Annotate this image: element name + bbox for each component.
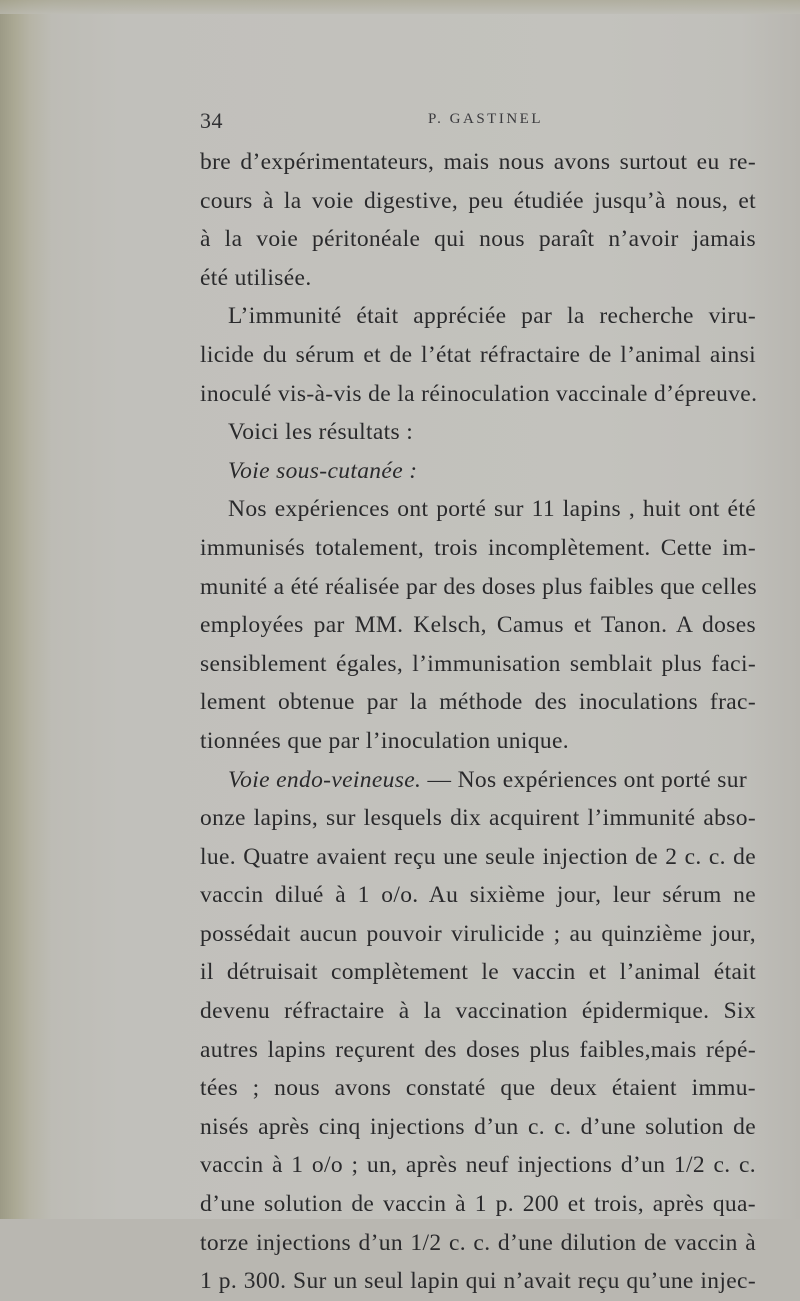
text-line: immunisés totalement, trois incomplètement. Cette im- bbox=[200, 534, 756, 561]
text-line: sensiblement égales, l’immunisation semblait plus faci- bbox=[200, 650, 756, 677]
text-line: cours à la voie digestive, peu étudiée jusqu’à nous, et bbox=[200, 187, 756, 214]
text-line: tionnées que par l’inoculation unique. bbox=[200, 727, 569, 754]
text-line: été utilisée. bbox=[200, 264, 312, 291]
text-line: il détruisait complètement le vaccin et l’animal était bbox=[200, 959, 756, 986]
text-line: munité a été réalisée par des doses plus faibles que celles bbox=[200, 573, 758, 600]
text-line: lue. Quatre avaient reçu une seule injection de 2 c. c. de bbox=[200, 843, 756, 870]
page-number: 34 bbox=[200, 108, 223, 133]
text-line: vaccin dilué à 1 o/o. Au sixième jour, leur sérum ne bbox=[200, 882, 756, 909]
section-heading-subcutaneous: Voie sous-cutanée : bbox=[228, 457, 418, 484]
text-line: Nos expériences ont porté sur 11 lapins , huit ont été bbox=[228, 496, 756, 523]
text-line: devenu réfractaire à la vaccination épidermique. Six bbox=[200, 998, 756, 1025]
text-line: onze lapins, sur lesquels dix acquirent l’immunité abso- bbox=[200, 805, 756, 832]
text-line-intravenous bbox=[200, 761, 756, 800]
text-line: vaccin à 1 o/o ; un, après neuf injections d’un 1/2 c. c. bbox=[200, 1152, 756, 1179]
text-line: bre d’expérimentateurs, mais nous avons surtout eu re- bbox=[200, 149, 756, 175]
text-line: nisés après cinq injections d’un c. c. d’une solution de bbox=[200, 1113, 756, 1140]
running-head bbox=[200, 108, 760, 138]
section-heading-intravenous: Voie endo-veineuse. bbox=[228, 766, 422, 793]
text-line: L’immunité était appréciée par la recherche viru- bbox=[228, 303, 756, 330]
page-top-edge bbox=[0, 0, 800, 14]
text-line: autres lapins reçurent des doses plus faibles,mais répé- bbox=[200, 1036, 756, 1063]
text-line: employées par MM. Kelsch, Camus et Tanon. A doses bbox=[200, 612, 756, 639]
text-line: à la voie péritonéale qui nous paraît n’avoir jamais bbox=[200, 226, 756, 253]
text-line: inoculé vis-à-vis de la réinoculation vaccinale d’épreuve. bbox=[200, 380, 758, 407]
body-text bbox=[200, 143, 756, 1301]
text-line: licide du sérum et de l’état réfractaire de l’animal ainsi bbox=[200, 341, 756, 368]
text-line: possédait aucun pouvoir virulicide ; au quinzième jour, bbox=[200, 920, 756, 947]
text-line: lement obtenue par la méthode des inoculations frac- bbox=[200, 689, 756, 716]
text-line: tées ; nous avons constaté que deux étaient immu- bbox=[200, 1075, 756, 1102]
text-line: Voici les résultats : bbox=[228, 419, 414, 446]
text-line: d’une solution de vaccin à 1 p. 200 et trois, après qua- bbox=[200, 1191, 756, 1218]
running-title: P. GASTINEL bbox=[428, 111, 544, 127]
text-line: torze injections d’un 1/2 c. c. d’une dilution de vaccin à bbox=[200, 1229, 756, 1256]
text-run: — Nos expériences ont porté sur bbox=[421, 766, 748, 793]
text-line: 1 p. 300. Sur un seul lapin qui n’avait reçu qu’une injec- bbox=[200, 1268, 756, 1295]
